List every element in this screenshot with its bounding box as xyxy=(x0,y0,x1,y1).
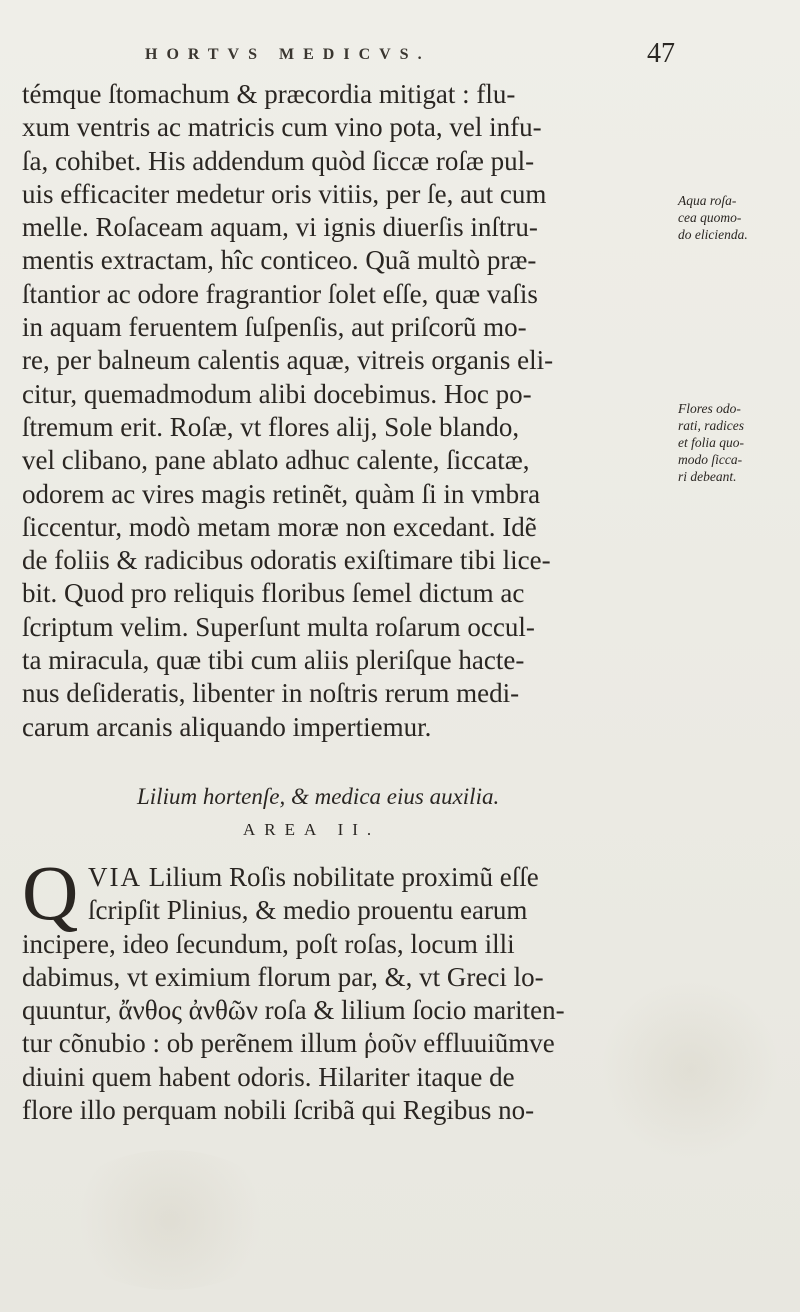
text-line: odorem ac vires magis retinẽt, quàm ſi in vmbra xyxy=(22,478,541,509)
section-subtitle: AREA II. xyxy=(243,820,381,839)
section-title: Lilium hortenſe, & medica eius auxilia. xyxy=(137,784,500,809)
text-line: flore illo perquam nobili ſcribã qui Regibus no- xyxy=(22,1095,535,1126)
text-line: melle. Roſaceam aquam, vi ignis diuerſis inſtru- xyxy=(22,212,538,243)
text-line: in aquam feruentem ſuſpenſis, aut priſcorũ mo- xyxy=(22,312,527,343)
margin-note-drying-flowers xyxy=(678,400,796,485)
margin-note-line: Aqua roſa- xyxy=(678,193,737,208)
text-line xyxy=(22,862,722,895)
text-line: re, per balneum calentis aquæ, vitreis organis eli- xyxy=(22,345,554,376)
text-line: ſtremum erit. Roſæ, vt flores alij, Sole blando, xyxy=(22,411,520,442)
main-text-block xyxy=(22,78,662,744)
text-line: ſtantior ac odore fragrantior ſolet eſſe, quæ vaſis xyxy=(22,278,538,309)
margin-note-line: rati, radices xyxy=(678,418,744,433)
text-line: témque ſtomachum & præcordia mitigat : flu- xyxy=(22,79,516,109)
margin-note-rose-water xyxy=(678,192,796,243)
margin-note-line: modo ſicca- xyxy=(678,452,743,467)
text-line: ſcriptum velim. Superſunt multa roſarum occul- xyxy=(22,611,535,642)
text-line: uis efficaciter medetur oris vitiis, per ſe, aut cum xyxy=(22,178,547,209)
page-header xyxy=(145,38,675,78)
text-line: ſcripſit Plinius, & medio prouentu earum xyxy=(88,895,528,926)
margin-note-line: Flores odo- xyxy=(678,401,741,416)
margin-note-line: do elicienda. xyxy=(678,227,748,242)
text-line: mentis extractam, hîc conticeo. Quã multò præ- xyxy=(22,245,537,276)
paper-stain xyxy=(60,1150,280,1290)
text-line: dabimus, vt eximium florum par, &, vt Greci lo- xyxy=(22,961,544,992)
text-line: ſa, cohibet. His addendum quòd ſiccæ roſæ pul- xyxy=(22,145,535,176)
text-line-content: Lilium Roſis nobilitate proximũ eſſe xyxy=(148,862,539,892)
first-word: VIA xyxy=(88,862,142,892)
drop-cap: Q xyxy=(22,849,79,936)
text-line: bit. Quod pro reliquis floribus ſemel dictum ac xyxy=(22,578,525,609)
running-head: HORTVS MEDICVS. xyxy=(145,46,431,63)
margin-note-line: et folia quo- xyxy=(678,435,744,450)
margin-note-line: ri debeant. xyxy=(678,469,737,484)
text-line: ta miracula, quæ tibi cum aliis pleriſque hacte- xyxy=(22,645,525,676)
text-line: quuntur, ἄνθος ἀνθῶν roſa & lilium ſocio mariten- xyxy=(22,995,565,1026)
text-line: ſiccentur, modò metam moræ non excedant. Idẽ xyxy=(22,511,537,542)
text-line: incipere, ideo ſecundum, poſt roſas, locum illi xyxy=(22,928,515,959)
text-line: xum ventris ac matricis cum vino pota, vel infu- xyxy=(22,112,542,143)
text-line: vel clibano, pane ablato adhuc calente, ſiccatæ, xyxy=(22,445,530,476)
text-line: carum arcanis aliquando impertiemur. xyxy=(22,711,432,742)
text-line: nus deſideratis, libenter in noſtris rerum medi- xyxy=(22,678,520,709)
margin-note-line: cea quomo- xyxy=(678,210,742,225)
page-number: 47 xyxy=(647,38,675,69)
text-line: de foliis & radicibus odoratis exiſtimare tibi lice- xyxy=(22,545,551,576)
text-line: citur, quemadmodum alibi docebimus. Hoc po- xyxy=(22,378,532,409)
section-text-block xyxy=(22,849,722,1128)
text-line: diuini quem habent odoris. Hilariter itaque de xyxy=(22,1061,515,1092)
text-line: tur cõnubio : ob perẽnem illum ῥοῦν effluuiũmve xyxy=(22,1028,555,1059)
